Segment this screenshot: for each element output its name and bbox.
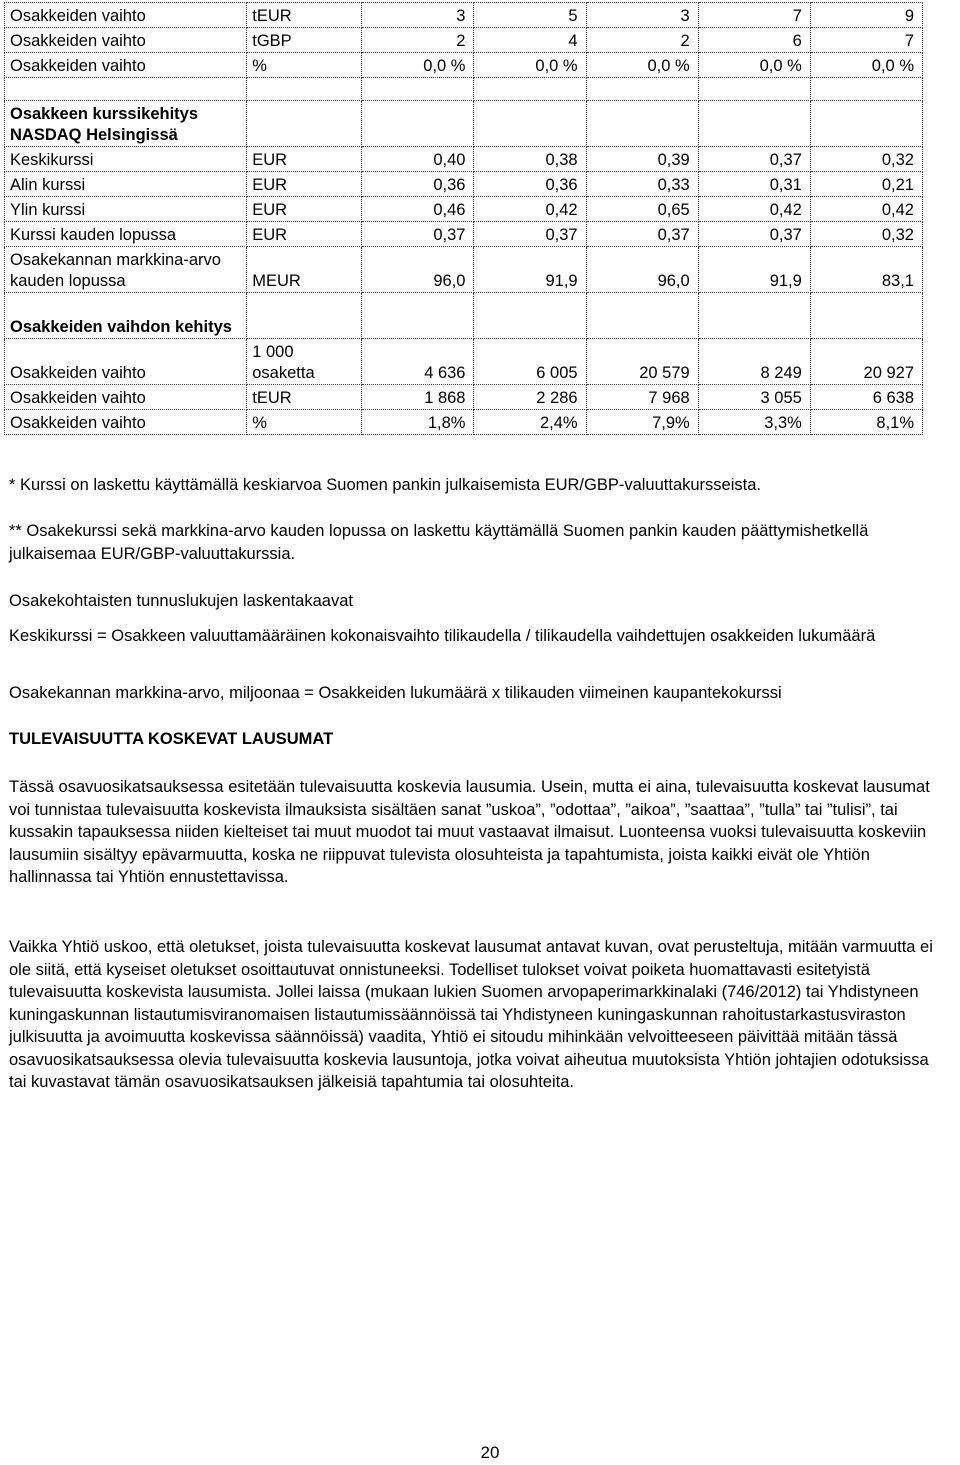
formulas-heading: Osakekohtaisten tunnuslukujen laskentakaavat: [9, 592, 353, 610]
value-cell: 8 249: [698, 339, 810, 385]
value-cell: [586, 293, 698, 339]
forward-looking-heading: TULEVAISUUTTA KOSKEVAT LAUSUMAT: [9, 730, 334, 748]
value-cell: 0,32: [810, 222, 922, 247]
footnote-exchange-rate-average: * Kurssi on laskettu käyttämällä keskiarvoa Suomen pankin julkaisemista EUR/GBP-valuuttakursseista.: [9, 476, 761, 494]
table-row: [5, 293, 923, 339]
empty-cell: [474, 78, 586, 101]
value-cell: [698, 101, 810, 147]
value-cell: 0,38: [474, 147, 586, 172]
table-row: [5, 28, 923, 53]
value-cell: 0,32: [810, 147, 922, 172]
value-cell: 0,0 %: [810, 53, 922, 78]
table-row: [5, 3, 923, 28]
table-row: [5, 197, 923, 222]
empty-cell: [5, 78, 247, 101]
row-label: Alin kurssi: [5, 172, 247, 197]
row-label: Kurssi kauden lopussa: [5, 222, 247, 247]
row-label: Osakkeiden vaihto: [5, 3, 247, 28]
value-cell: 0,37: [362, 222, 474, 247]
empty-cell: [362, 78, 474, 101]
value-cell: [698, 293, 810, 339]
value-cell: 9: [810, 3, 922, 28]
share-statistics-table: [4, 2, 923, 435]
value-cell: 91,9: [474, 247, 586, 293]
row-unit: [247, 101, 362, 147]
table-row: [5, 147, 923, 172]
empty-cell: [247, 78, 362, 101]
value-cell: 0,0 %: [474, 53, 586, 78]
empty-cell: [586, 78, 698, 101]
row-label: Osakkeiden vaihto: [5, 28, 247, 53]
row-unit: tEUR: [247, 3, 362, 28]
value-cell: [810, 101, 922, 147]
value-cell: 0,42: [810, 197, 922, 222]
value-cell: 20 927: [810, 339, 922, 385]
row-label: Osakkeiden vaihto: [5, 385, 247, 410]
value-cell: 0,36: [474, 172, 586, 197]
value-cell: 0,65: [586, 197, 698, 222]
value-cell: 0,33: [586, 172, 698, 197]
row-label: Osakkeiden vaihto: [5, 339, 247, 385]
table-row: [5, 247, 923, 293]
value-cell: 20 579: [586, 339, 698, 385]
value-cell: 2: [586, 28, 698, 53]
value-cell: [474, 293, 586, 339]
value-cell: 3: [586, 3, 698, 28]
value-cell: 96,0: [586, 247, 698, 293]
row-unit: EUR: [247, 197, 362, 222]
row-label: Osakkeiden vaihto: [5, 53, 247, 78]
row-unit: [247, 293, 362, 339]
table-row: [5, 101, 923, 147]
value-cell: 6 638: [810, 385, 922, 410]
row-label: Osakekannan markkina-arvo kauden lopussa: [5, 247, 247, 293]
value-cell: 0,37: [586, 222, 698, 247]
value-cell: 1 868: [362, 385, 474, 410]
table-row: [5, 53, 923, 78]
row-label: Osakkeen kurssikehitys NASDAQ Helsingissä: [5, 101, 247, 147]
value-cell: 0,36: [362, 172, 474, 197]
forward-looking-paragraph: Vaikka Yhtiö uskoo, että oletukset, joista tulevaisuutta koskevat lausumat antavat kuvan, ovat perusteltuja, mitään varmuutta ei ole siitä, että kyseiset oletukset osoittautuvat onnistuneeksi. Todelliset tulokset voivat poiketa huomattavasti esitetyistä tulevaisuutta koskevista lausumista. Jollei laissa (mukaan lukien Suomen arvopaperimarkkinalaki (746/2012) tai Yhdistyneen kuningaskunnan listautumisviranomaisen listautumissäännöissä tai Yhdistyneen kuningaskunnan rahoitustarkastusviraston julkisuutta ja avoimuutta koskevissa säännöissä) vaadita, Yhtiö ei sitoudu mihinkään velvoitteeseen päivittää mitään tässä osavuosikatsauksessa olevia tulevaisuutta koskevia lausuntoja, jotka voivat aiheutua muutoksista Yhtiön johtajien odotuksissa tai kuvastavat tämän osavuosikatsauksen jälkeisiä tapahtumia tai olosuhteita.: [9, 938, 933, 1091]
value-cell: 2 286: [474, 385, 586, 410]
row-label: Keskikurssi: [5, 147, 247, 172]
value-cell: 2: [362, 28, 474, 53]
value-cell: [810, 293, 922, 339]
row-unit: tEUR: [247, 385, 362, 410]
row-unit: MEUR: [247, 247, 362, 293]
value-cell: 0,46: [362, 197, 474, 222]
empty-cell: [810, 78, 922, 101]
value-cell: [362, 101, 474, 147]
value-cell: [586, 101, 698, 147]
value-cell: 0,0 %: [586, 53, 698, 78]
value-cell: 7: [698, 3, 810, 28]
spacer-row: [5, 78, 923, 101]
value-cell: 7 968: [586, 385, 698, 410]
value-cell: 0,40: [362, 147, 474, 172]
value-cell: 2,4%: [474, 410, 586, 435]
value-cell: [474, 101, 586, 147]
row-unit: %: [247, 410, 362, 435]
value-cell: 0,37: [698, 147, 810, 172]
value-cell: 8,1%: [810, 410, 922, 435]
value-cell: 4 636: [362, 339, 474, 385]
value-cell: 0,0 %: [362, 53, 474, 78]
value-cell: [362, 293, 474, 339]
value-cell: 0,21: [810, 172, 922, 197]
value-cell: 0,31: [698, 172, 810, 197]
value-cell: 7,9%: [586, 410, 698, 435]
value-cell: 0,37: [474, 222, 586, 247]
value-cell: 0,0 %: [698, 53, 810, 78]
row-unit: tGBP: [247, 28, 362, 53]
value-cell: 0,42: [698, 197, 810, 222]
table-row: [5, 172, 923, 197]
value-cell: 4: [474, 28, 586, 53]
value-cell: 83,1: [810, 247, 922, 293]
value-cell: 0,42: [474, 197, 586, 222]
value-cell: 3,3%: [698, 410, 810, 435]
value-cell: 91,9: [698, 247, 810, 293]
row-label: Osakkeiden vaihdon kehitys: [5, 293, 247, 339]
value-cell: 6: [698, 28, 810, 53]
table-row: [5, 385, 923, 410]
value-cell: 3 055: [698, 385, 810, 410]
value-cell: 3: [362, 3, 474, 28]
value-cell: 6 005: [474, 339, 586, 385]
value-cell: 0,37: [698, 222, 810, 247]
value-cell: 96,0: [362, 247, 474, 293]
row-unit: %: [247, 53, 362, 78]
table-row: [5, 339, 923, 385]
forward-looking-paragraph: Tässä osavuosikatsauksessa esitetään tulevaisuutta koskevia lausumia. Usein, mutta ei aina, tulevaisuutta koskevat lausumat voi tunnistaa tulevaisuutta koskevista ilmauksista sisältäen sanat ”uskoa”, ”odottaa”, ”aikoa”, ”saattaa”, ”tulla” tai ”tulisi”, tai kussakin tapauksessa niiden kielteiset tai muut muodot tai muut vastaavat ilmaisut. Luonteensa vuoksi tulevaisuutta koskeviin lausumiin sisältyy epävarmuutta, koska ne riippuvat tulevista olosuhteista ja tapahtumista, joista kaikki eivät ole Yhtiön hallinnassa tai Yhtiön ennustettavissa.: [9, 778, 930, 886]
value-cell: 0,39: [586, 147, 698, 172]
value-cell: 7: [810, 28, 922, 53]
footnote-exchange-rate-period-end: ** Osakekurssi sekä markkina-arvo kauden lopussa on laskettu käyttämällä Suomen pankin kauden päättymishetkellä julkaisemaa EUR/GBP-valuuttakurssia.: [9, 522, 869, 563]
formula-average-price: Keskikurssi = Osakkeen valuuttamääräinen kokonaisvaihto tilikaudella / tilikaudella vaihdettujen osakkeiden lukumäärä: [9, 627, 876, 645]
formula-market-cap: Osakekannan markkina-arvo, miljoonaa = Osakkeiden lukumäärä x tilikauden viimeinen kaupantekokurssi: [9, 684, 782, 702]
row-unit: EUR: [247, 172, 362, 197]
row-label: Ylin kurssi: [5, 197, 247, 222]
value-cell: 5: [474, 3, 586, 28]
value-cell: 1,8%: [362, 410, 474, 435]
page-number: 20: [480, 1443, 500, 1462]
table-row: [5, 222, 923, 247]
row-unit: EUR: [247, 222, 362, 247]
row-unit: EUR: [247, 147, 362, 172]
row-label: Osakkeiden vaihto: [5, 410, 247, 435]
empty-cell: [698, 78, 810, 101]
table-row: [5, 410, 923, 435]
row-unit: 1 000 osaketta: [247, 339, 362, 385]
